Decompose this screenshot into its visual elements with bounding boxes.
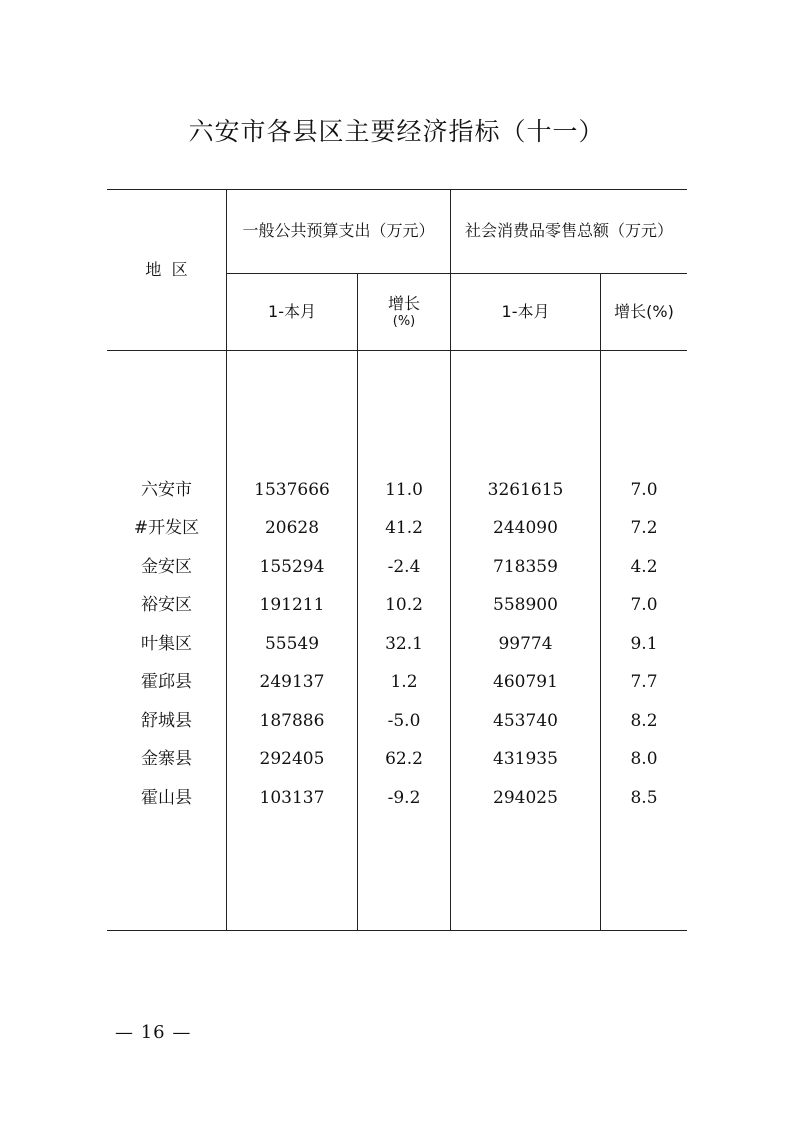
budget-growth-value: 10.2 — [385, 595, 423, 616]
budget-value: 155294 — [259, 557, 325, 578]
economic-indicators-table — [107, 189, 687, 931]
header-budget-growth-label: 增长 — [387, 293, 420, 313]
region-name: #开发区 — [133, 518, 200, 539]
region-name: 裕安区 — [141, 595, 192, 616]
region-name: 霍山县 — [141, 788, 192, 809]
retail-value: 460791 — [493, 672, 558, 693]
retail-value: 244090 — [493, 518, 558, 539]
region-name: 金寨县 — [141, 749, 192, 770]
page-number: — 16 — — [115, 1022, 192, 1043]
budget-value: 187886 — [259, 711, 325, 732]
budget-value: 55549 — [264, 634, 320, 655]
region-name: 金安区 — [141, 557, 192, 578]
retail-growth-value: 7.0 — [630, 595, 658, 616]
header-budget-growth — [358, 274, 450, 350]
retail-value: 718359 — [493, 557, 558, 578]
page-title: 六安市各县区主要经济指标（十一） — [188, 117, 605, 146]
retail-growth-value: 4.2 — [630, 557, 658, 578]
budget-value: 292405 — [259, 749, 325, 770]
budget-value: 103137 — [259, 788, 325, 809]
retail-value: 453740 — [493, 711, 558, 732]
header-budget-cumulative: 1-本月 — [268, 302, 316, 321]
retail-value: 431935 — [493, 749, 558, 770]
header-retail-group: 社会消费品零售总额（万元） — [464, 221, 673, 240]
region-name: 六安市 — [141, 480, 192, 501]
budget-growth-value: 1.2 — [390, 672, 418, 693]
budget-value: 1537666 — [254, 480, 330, 501]
header-retail-growth: 增长(%) — [614, 302, 674, 321]
retail-value: 558900 — [493, 595, 558, 616]
header-budget-growth-unit: (%) — [392, 313, 416, 329]
retail-value: 99774 — [498, 634, 553, 655]
region-name: 舒城县 — [141, 711, 192, 732]
budget-value: 191211 — [259, 595, 325, 616]
budget-growth-value: 62.2 — [385, 749, 423, 770]
retail-growth-value: 8.5 — [630, 788, 658, 809]
retail-growth-value: 7.7 — [630, 672, 658, 693]
header-retail-cumulative: 1-本月 — [501, 302, 550, 321]
retail-growth-value: 9.1 — [630, 634, 658, 655]
header-budget-group: 一般公共预算支出（万元） — [242, 221, 435, 240]
retail-growth-value: 7.0 — [630, 480, 658, 501]
retail-value: 3261615 — [487, 480, 564, 501]
budget-growth-value: 41.2 — [385, 518, 423, 539]
region-name: 霍邱县 — [141, 672, 192, 693]
region-name: 叶集区 — [141, 634, 192, 655]
budget-value: 20628 — [264, 518, 320, 539]
retail-growth-value: 8.2 — [630, 711, 658, 732]
retail-value: 294025 — [493, 788, 558, 809]
budget-growth-value: 32.1 — [385, 634, 423, 655]
budget-value: 249137 — [259, 672, 325, 693]
retail-growth-value: 7.2 — [630, 518, 658, 539]
retail-growth-value: 8.0 — [630, 749, 658, 770]
header-region: 地 区 — [145, 259, 188, 279]
budget-growth-value: -2.4 — [387, 557, 421, 578]
budget-growth-value: 11.0 — [385, 480, 423, 501]
budget-growth-value: -9.2 — [387, 788, 421, 809]
budget-growth-value: -5.0 — [387, 711, 421, 732]
